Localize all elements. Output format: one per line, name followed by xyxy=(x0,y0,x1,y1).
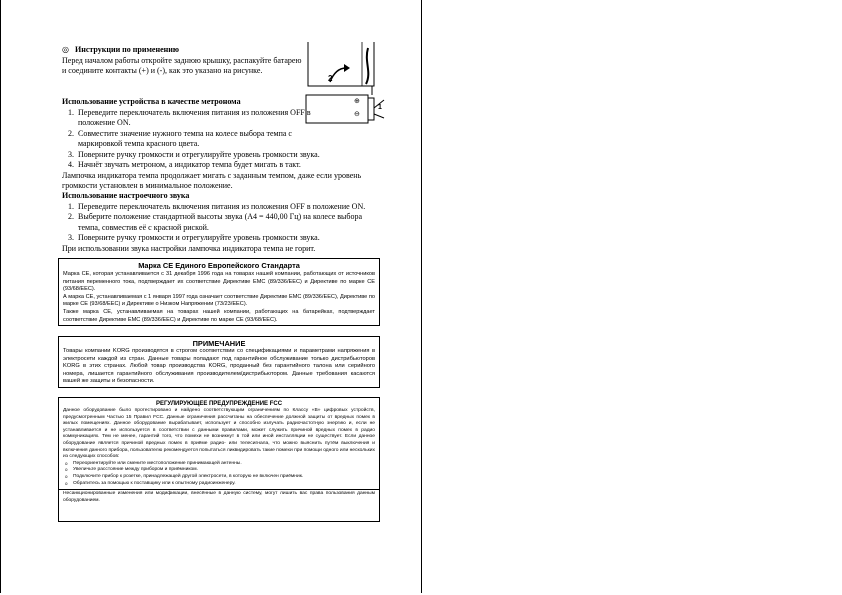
fcc-footer: Несанкционированные изменения или модификации, внесённые в данную систему, могут лишить вас права пользования данным оборудованием. xyxy=(63,491,375,503)
ce-mark-box xyxy=(58,258,380,326)
list-item: 4. Начнёт звучать метроном, а индикатор темпа будет мигать в такт. xyxy=(76,160,382,171)
list-item: 2. Совместите значение нужного темпа на колесе выбора темпа с маркировкой темпа красного цвета. xyxy=(76,129,314,150)
list-item: 3. Поверните ручку громкости и отрегулируйте уровень громкости звука. xyxy=(76,150,382,161)
list-item: 2. Выберите положение стандартной высоты звука (A4 = 440,00 Гц) на колесе выбора темпа, совместив её с красной риской. xyxy=(76,212,382,233)
list-item: o Увеличьте расстояние между прибором и приёмником. xyxy=(73,467,375,474)
list-item: o Переориентируйте или смените местоположение принимающей антенны. xyxy=(73,461,375,468)
tuning-note: При использовании звука настройки лампочка индикатора темпа не горит. xyxy=(62,243,316,253)
step-label-1: 1 xyxy=(378,104,382,111)
instructions-text: Перед началом работы откройте заднюю крышку, распакуйте батарею и соедините контакты (+) и (-), как это указано на рисунке. xyxy=(62,55,302,75)
ce-paragraph-3: Также марка CE, устанавливаемая на товарах нашей компании, работающих на батарейках, подтверждает соответствие Директиве EMC (89/336/EEC) и Директиве по марке CE (93/68/EEC). xyxy=(63,308,375,323)
note-text: Товары компании KORG производятся в строгом соответствии со спецификациями и параметрами напряжения в электросети каждой из стран. Данные товары поладают под гарантийное обслуживание только дистрибьюторов KORG в этих странах. Любой товар производства KORG, проданный без гарантийного талона или серийного номера, лишается гарантийного обслуживания производителем/дистрибьютором. Данные требования касаются вашей же защиты и безопасности. xyxy=(63,348,375,384)
list-item: 1. Переведите переключатель включения питания из положения OFF в положение ON. xyxy=(76,108,314,129)
fcc-text: Данное оборудование было протестировано и найдено соответствующим ограничениям по Классу «B» цифровых устройств, предусмотренным Частью 15 Правил FCC. Данные ограничения рассчитаны на обеспечение должной защиты от вредных помех в жилых помещениях. Данное оборудование вырабатывает, использует и способно излучать радиочастотную энергию и, если не устанавливается и не используется в соответствии с данными правилами, может служить причиной вредных помех в радио коммуникациях. Тем не менее, гарантий того, что помехи не возникнут в той или иной инсталляции не существует. Если данное оборудование является причиной вредных помех в приёме радио- или телесигнала, что можно выяснить путём выключения и включения данного прибора, пользователю рекомендуется попытаться ликвидировать такие помехи при помощи одного или нескольких из следующих способов: xyxy=(63,408,375,460)
ce-title: Марка CE Единого Европейского Стандарта xyxy=(138,261,300,270)
list-item: 1. Переведите переключатель включения питания из положения OFF в положение ON. xyxy=(76,202,382,213)
metronome-section xyxy=(62,97,382,192)
metronome-heading: Использование устройства в качестве метронома xyxy=(62,97,241,106)
ce-paragraph-2: А марка CE, устанавливаемая с 1 января 1997 года означает соответствие Директиве EMC (89/336/EEC), Директиве по марке CE (93/68/EEC) и Директиве о Низком Напряжении (73/23/EEC). xyxy=(63,293,375,308)
ce-paragraph-1: Марка CE, которая устанавливается с 31 декабря 1996 года на товарах нашей компании, работающих от источников питания переменного тока, подтверждает их соответствие Директиве EMC (89/336/EEC) и Директиве по марке CE (93/68/EEC). xyxy=(63,271,375,293)
list-item: 3. Поверните ручку громкости и отрегулируйте уровень громкости звука. xyxy=(76,233,382,244)
note-box xyxy=(58,336,380,388)
tuning-section xyxy=(62,191,382,254)
tuning-steps xyxy=(62,202,382,244)
fcc-title: РЕГУЛИРУЮЩЕЕ ПРЕДУПРЕЖДЕНИЕ FCC xyxy=(155,401,283,407)
step-label-2: 2 xyxy=(328,74,333,83)
fcc-warning-box xyxy=(58,397,380,522)
metronome-note: Лампочка индикатора темпа продолжает мигать с заданным темпом, даже если уровень громкости установлен в минимальное положение. xyxy=(62,170,362,190)
bullet-icon: ◎ xyxy=(62,45,69,54)
fcc-list xyxy=(63,461,375,487)
list-item: o Подключите прибор к розетке, принадлежащей другой электросети, в которую не включен приёмник. xyxy=(73,474,375,481)
instructions-heading: ◎ Инструкции по применению xyxy=(62,45,179,54)
note-title: ПРИМЕЧАНИЕ xyxy=(192,339,246,348)
instructions-section xyxy=(62,45,302,77)
plus-terminal-icon: ⊕ xyxy=(354,97,360,105)
minus-terminal-icon: ⊖ xyxy=(354,110,360,118)
list-item: o Обратитесь за помощью к поставщику или к опытному радиоинженеру. xyxy=(73,481,375,488)
divider xyxy=(59,489,379,490)
tuning-heading: Использование настроечного звука xyxy=(62,191,190,200)
metronome-steps xyxy=(62,108,382,171)
